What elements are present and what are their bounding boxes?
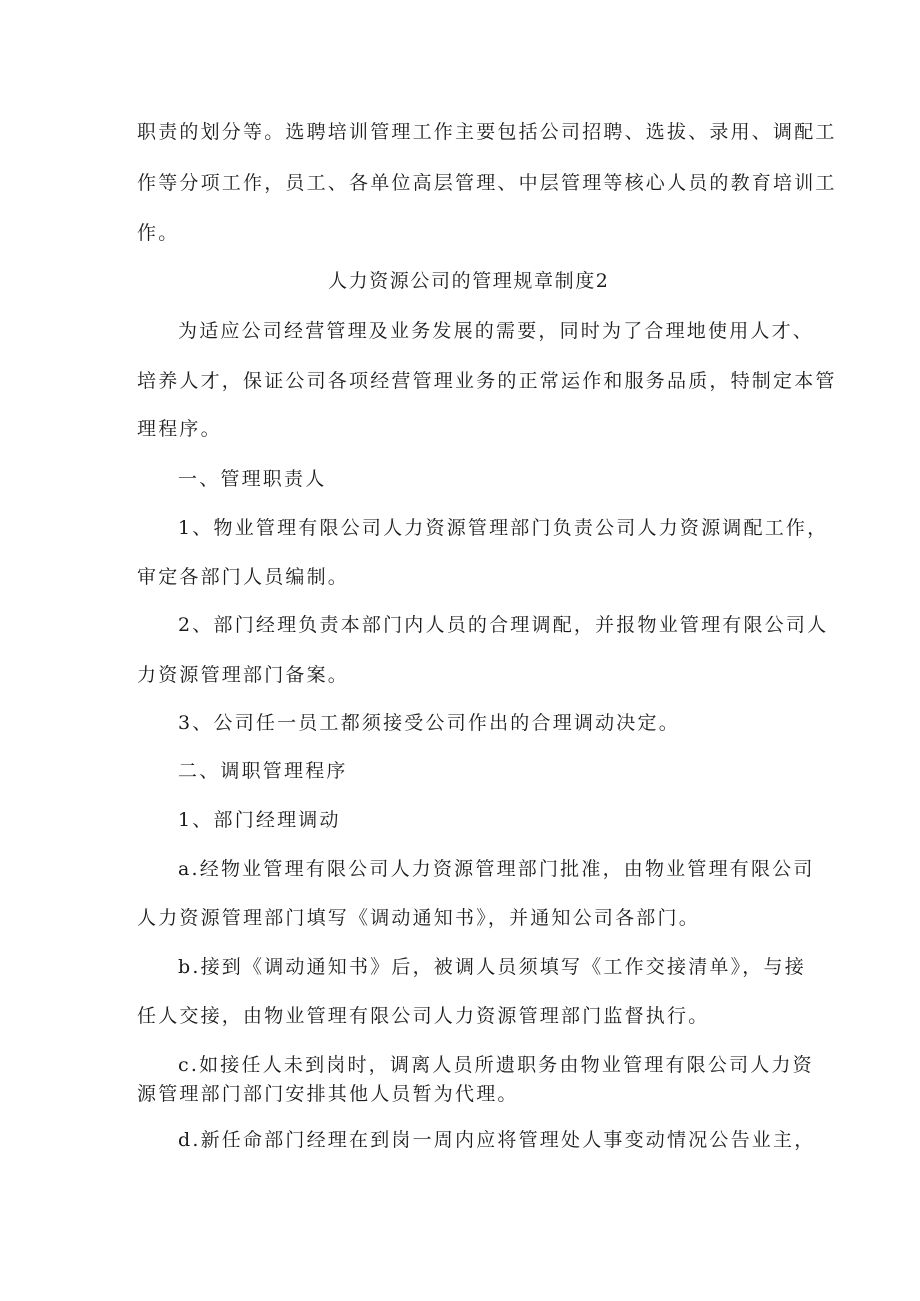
text-line-10: 审定各部门人员编制。	[137, 566, 350, 588]
section-title: 人力资源公司的管理规章制度2	[328, 270, 610, 292]
heading-transfer-procedure: 二、调职管理程序	[178, 760, 348, 782]
text-line-1: 职责的划分等。选聘培训管理工作主要包括公司招聘、选拔、录用、调配工	[137, 121, 837, 143]
heading-management-responsibility: 一、管理职责人	[178, 468, 327, 490]
text-line-3: 作。	[137, 222, 180, 244]
text-line-18: b.接到《调动通知书》后，被调人员须填写《工作交接清单》，与接	[178, 956, 806, 978]
text-line-17: 人力资源管理部门填写《调动通知书》，并通知公司各部门。	[137, 907, 700, 929]
text-line-6: 培养人才，保证公司各项经营管理业务的正常运作和服务品质，特制定本管	[137, 370, 837, 392]
text-line-12: 力资源管理部门备案。	[137, 664, 350, 686]
text-line-2: 作等分项工作，员工、各单位高层管理、中层管理等核心人员的教育培训工	[137, 172, 837, 194]
text-line-9: 1、物业管理有限公司人力资源管理部门负责公司人力资源调配工作，	[178, 517, 829, 539]
text-line-13: 3、公司任一员工都须接受公司作出的合理调动决定。	[178, 712, 680, 734]
text-line-21: 源管理部门部门安排其他人员暂为代理。	[137, 1083, 519, 1105]
text-line-7: 理程序。	[137, 418, 222, 440]
text-line-22: d.新任命部门经理在到岗一周内应将管理处人事变动情况公告业主，	[178, 1129, 816, 1151]
text-line-11: 2、部门经理负责本部门内人员的合理调配，并报物业管理有限公司人	[178, 614, 829, 636]
heading-manager-transfer: 1、部门经理调动	[178, 809, 341, 831]
text-line-20: c.如接任人未到岗时，调离人员所遗职务由物业管理有限公司人力资	[178, 1054, 814, 1076]
text-line-16: a.经物业管理有限公司人力资源管理部门批准，由物业管理有限公司	[178, 858, 815, 880]
text-line-19: 任人交接，由物业管理有限公司人力资源管理部门监督执行。	[137, 1005, 710, 1027]
text-line-5: 为适应公司经营管理及业务发展的需要，同时为了合理地使用人才、	[178, 320, 815, 342]
